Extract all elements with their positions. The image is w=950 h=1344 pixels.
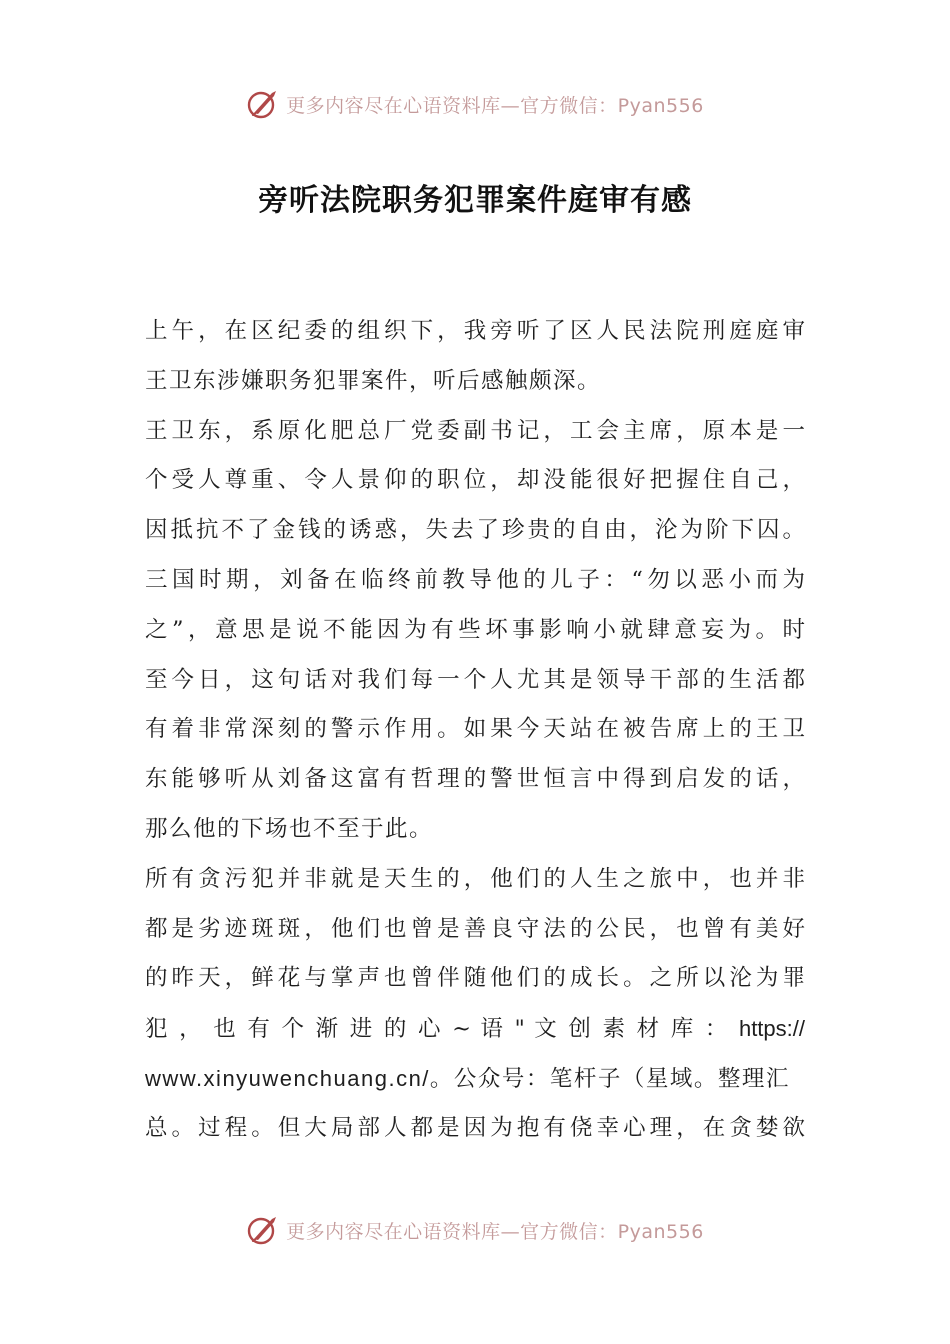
body-line-text: 犯 ， 也 有 个 渐 进 的 心 ~ 语 " 文 创 素 材 库 ： <box>145 1016 730 1043</box>
quill-pen-logo-icon <box>246 1213 280 1247</box>
header-watermark-banner <box>0 84 950 124</box>
body-line: 之”，意思是说不能因为有些坏事影响小就肆意妄为。时 <box>145 616 805 643</box>
watermark-text: 更多内容尽在心语资料库—官方微信：Pyan556 <box>286 1220 704 1243</box>
body-line: 个受人尊重、令人景仰的职位，却没能很好把握住自己， <box>145 467 805 494</box>
body-line: 王卫东涉嫌职务犯罪案件，听后感触颇深。 <box>145 367 602 394</box>
url-fragment: https:// <box>738 1016 805 1042</box>
body-line: 都是劣迹斑斑，他们也曾是善良守法的公民，也曾有美好 <box>145 915 805 942</box>
body-line: 王卫东，系原化肥总厂党委副书记，工会主席，原本是一 <box>145 417 805 444</box>
body-line: 有着非常深刻的警示作用。如果今天站在被告席上的王卫 <box>145 716 805 743</box>
footer-watermark-banner <box>0 1210 950 1250</box>
body-line: 至今日，这句话对我们每一个人尤其是领导干部的生活都 <box>145 666 805 693</box>
document-body <box>145 307 805 1154</box>
body-line: 东能够听从刘备这富有哲理的警世恒言中得到启发的话， <box>145 766 805 793</box>
body-line: 那么他的下场也不至于此。 <box>145 815 434 842</box>
quill-pen-logo-icon <box>246 87 280 121</box>
url-fragment: www.xinyuwenchuang.cn/ <box>145 1065 430 1091</box>
body-line: 总。过程。但大局部人都是因为抱有侥幸心理，在贪婪欲 <box>145 1114 805 1141</box>
watermark-text: 更多内容尽在心语资料库—官方微信：Pyan556 <box>286 94 704 117</box>
body-line: 因抵抗不了金钱的诱惑，失去了珍贵的自由，沦为阶下囚。 <box>145 517 805 544</box>
body-line: 的昨天，鲜花与掌声也曾伴随他们的成长。之所以沦为罪 <box>145 965 805 992</box>
body-line: 上午，在区纪委的组织下，我旁听了区人民法院刑庭庭审 <box>145 318 805 344</box>
body-line: 所有贪污犯并非就是天生的，他们的人生之旅中，也并非 <box>145 865 805 892</box>
body-line: 三国时期，刘备在临终前教导他的儿子：“勿以恶小而为 <box>145 566 805 593</box>
body-line <box>145 1054 805 1104</box>
document-title: 旁听法院职务犯罪案件庭审有感 <box>258 183 692 218</box>
body-line-text: 。公众号：笔杆子（星域。整理汇 <box>429 1065 790 1092</box>
body-line <box>145 1004 805 1054</box>
